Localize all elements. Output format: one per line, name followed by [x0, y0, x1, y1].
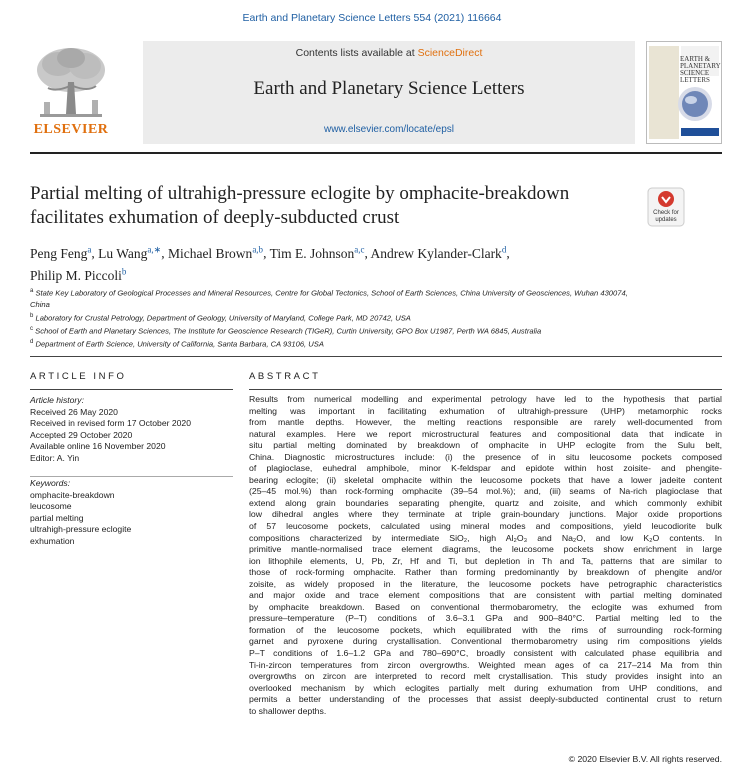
- history-item: Received in revised form 17 October 2020: [30, 418, 191, 429]
- affiliation-mark: a: [30, 288, 34, 294]
- author-affil-mark[interactable]: d: [501, 244, 507, 254]
- abstract-line: of 57 leucosome pockets, calculated using mineral modes and compositions, yield leucodiorite bulk: [249, 521, 722, 532]
- journal-name: Earth and Planetary Science Letters: [253, 78, 525, 99]
- cover-title: EARTH & PLANETARY SCIENCE LETTERS: [680, 55, 721, 84]
- abstract-line: compositions characterized by intermediate SiO₂, high Al₂O₃ and Na₂O, and low K₂O contents. In: [249, 532, 722, 543]
- author[interactable]: [30, 246, 91, 261]
- author[interactable]: [371, 246, 507, 261]
- journal-homepage-link[interactable]: www.elsevier.com/locate/epsl: [323, 124, 455, 135]
- affiliation-text: State Key Laboratory of Geological Processes and Mineral Resources, Centre for Global Tectonics, School of Earth Sciences, China University of Geosciences, Wuhan 430074, China: [30, 288, 628, 310]
- sciencedirect-link[interactable]: ScienceDirect: [417, 47, 483, 59]
- abstract-line: extend along grain boundaries separating phengite, quartz and zoisite, and which commonly exhibit: [249, 497, 722, 508]
- affiliation-list: [30, 286, 630, 350]
- author[interactable]: [30, 268, 126, 283]
- author-affil-mark[interactable]: a,∗: [147, 244, 162, 254]
- journal-citation[interactable]: Earth and Planetary Science Letters 554 (2021) 116664: [242, 12, 502, 24]
- check-for-updates-label[interactable]: Check for updates: [653, 210, 679, 223]
- abstract-line: primitive mantle-normalised trace element diagrams, the leucosome pockets show enrichment in large: [249, 544, 722, 555]
- author-list: Peng Feng$^a$, Lu Wang$^{a,∗}$, Michael Brown$^{a,b}$, Tim E. Johnson$^{a,c}$, Andrew Kylander-Clark$^d$, Philip M. Piccoli$^b$: [30, 244, 510, 283]
- author-affil-mark[interactable]: b: [121, 266, 127, 277]
- keyword: partial melting: [30, 512, 84, 523]
- author-name[interactable]: Philip M. Piccoli: [30, 268, 122, 283]
- abstract-line: P–T conditions of 1.6–1.2 GPa and 780–690°C, broadly consistent with calculated phase equilibria and: [249, 648, 722, 659]
- abstract-line: formation of the leucosome pockets, which equilibrated with the rims of surrounding rock-forming: [249, 624, 722, 635]
- author-name[interactable]: Andrew Kylander-Clark: [370, 245, 502, 261]
- elsevier-wordmark[interactable]: ELSEVIER: [33, 122, 109, 137]
- abstract-heading: ABSTRACT: [249, 371, 321, 382]
- article-history: [30, 395, 233, 465]
- affiliation: [30, 337, 630, 350]
- abstract-line: China. Diagnostic microstructures include: (i) the presence of in situ leucosome pockets composed: [249, 451, 722, 462]
- header-rule: [30, 152, 722, 154]
- abstract-line: natural examples. Here we report microstructural features and compositional data that indicate in: [249, 428, 722, 439]
- article-title: Partial melting of ultrahigh-pressure eclogite by omphacite-breakdown facilitates exhumation of deeply-subducted crust: [30, 183, 570, 228]
- author[interactable]: [270, 246, 365, 261]
- affiliation-text: Laboratory for Crustal Petrology, Department of Geology, University of Maryland, College Park, MD 20742, USA: [35, 313, 411, 323]
- affiliation-text: School of Earth and Planetary Sciences, The Institute for Geoscience Research (TIGeR), Curtin University, GPO Box U1987, Perth WA 6845, Australia: [35, 326, 542, 336]
- abstract-line: garnet and pyroxene during crystallisation. Conventional thermobarometry using rim compositions yields: [249, 636, 722, 647]
- contents-availability: [143, 47, 635, 59]
- abstract-line: of plagioclase, euhedral amphibole, minor K-feldspar and epidote within host zoisite- and phengite-: [249, 463, 722, 474]
- abstract-line: situ partial melting dominated by breakdown of omphacite in UHP eclogite from the Sulu belt,: [249, 440, 722, 451]
- abstract-line: low dihedral angles where they terminate at triple grain-boundary junctions. Major oxide proportions: [249, 509, 722, 520]
- history-item: Accepted 29 October 2020: [30, 429, 133, 440]
- keyword: omphacite-breakdown: [30, 489, 115, 500]
- affiliation-mark: b: [30, 312, 34, 319]
- author-name[interactable]: Michael Brown: [167, 245, 253, 261]
- abstract-line: overgrowths on zircon are interpreted to record melt crystallisation. This study provides insight into an: [249, 671, 722, 682]
- keyword: leucosome: [30, 501, 72, 512]
- history-item: Received 26 May 2020: [30, 406, 118, 417]
- copyright-notice: © 2020 Elsevier B.V. All rights reserved.: [568, 754, 722, 764]
- keywords-rule: [30, 476, 233, 477]
- section-rule: [30, 356, 722, 357]
- author-affil-mark[interactable]: a,b: [252, 244, 264, 254]
- author-affil-mark[interactable]: a,c: [354, 244, 365, 254]
- affiliation-mark: d: [30, 338, 34, 345]
- abstract-line: and major oxide and trace element compositions that are consistent with partial melting dominated: [249, 590, 722, 601]
- keywords-label: Keywords:: [30, 478, 71, 488]
- abstract-line: Ti-in-zircon temperatures from zircon overgrowths. Weighted mean ages of ca 217–214 Ma from thin: [249, 659, 722, 670]
- article-info-heading: ARTICLE INFO: [30, 371, 127, 382]
- affiliation: [30, 311, 630, 324]
- author-name[interactable]: Peng Feng: [30, 245, 88, 261]
- abstract-line: from mantle depths. However, the melting reactions responsible are rarely well-documented from: [249, 417, 722, 428]
- keyword: exhumation: [30, 535, 75, 546]
- abstract-line: Results from numerical modelling and experimental petrology have led to the hypothesis that partial: [249, 394, 722, 404]
- abstract-line: by omphacite breakdown. Based on conventional thermobarometry, the eclogite was exhumed from: [249, 601, 722, 612]
- abstract-line: overlooked mechanism by which eclogites partially melt during exhumation from UHP conditions, and: [249, 682, 722, 693]
- abstract-body: [249, 394, 722, 717]
- abstract-line: pressure–temperature (P–T) conditions of 3.6–3.1 GPa and 900–840°C. Partial melting led to the: [249, 613, 722, 624]
- affiliation: [30, 286, 630, 311]
- history-item: Editor: A. Yin: [30, 452, 80, 463]
- abstract-rule: [249, 389, 722, 390]
- keyword: ultrahigh-pressure eclogite: [30, 524, 132, 535]
- author-name[interactable]: Tim E. Johnson: [269, 245, 355, 261]
- author[interactable]: [98, 246, 161, 261]
- history-label: Article history:: [30, 395, 84, 405]
- abstract-line: (25–45 mol.%) than rock-forming omphacite (39–54 mol.%); and, (iii) seams of Na-rich plagioclase that: [249, 486, 722, 497]
- author-name[interactable]: Lu Wang: [98, 245, 148, 261]
- author-affil-mark[interactable]: a: [87, 244, 92, 254]
- history-item: Available online 16 November 2020: [30, 441, 166, 452]
- abstract-line: melting was important in facilitating exhumation of ultrahigh-pressure (UHP) metamorphic rocks: [249, 405, 722, 416]
- article-info-rule: [30, 389, 233, 390]
- abstract-line: permits a better understanding of the processes that assist deeply-subducted continental crust to return: [249, 694, 722, 705]
- affiliation: [30, 324, 630, 337]
- keywords-block: [30, 478, 233, 548]
- abstract-line: to shallower depths.: [249, 705, 327, 716]
- contents-prefix: Contents lists available at: [295, 47, 418, 59]
- abstract-line: zoisite, as widely proposed in the literature, the leucosome pockets have petrographic characteristics: [249, 578, 722, 589]
- author[interactable]: [168, 246, 263, 261]
- abstract-line: ion lithophile elements, U, Pb, Zr, Hf and Ti, but depletion in Th and Ta, patterns that are similar to: [249, 555, 722, 566]
- abstract-line: those of rock-forming omphacite. Rather than forming predominantly by breakdown of phengite and/or: [249, 567, 722, 578]
- affiliation-text: Department of Earth Science, University of California, Santa Barbara, CA 93106, USA: [35, 339, 324, 349]
- abstract-line: bearing eclogite; (ii) skeletal omphacite within the leucosome pockets that have a lower jadeite content: [249, 474, 722, 485]
- affiliation-mark: c: [30, 325, 33, 332]
